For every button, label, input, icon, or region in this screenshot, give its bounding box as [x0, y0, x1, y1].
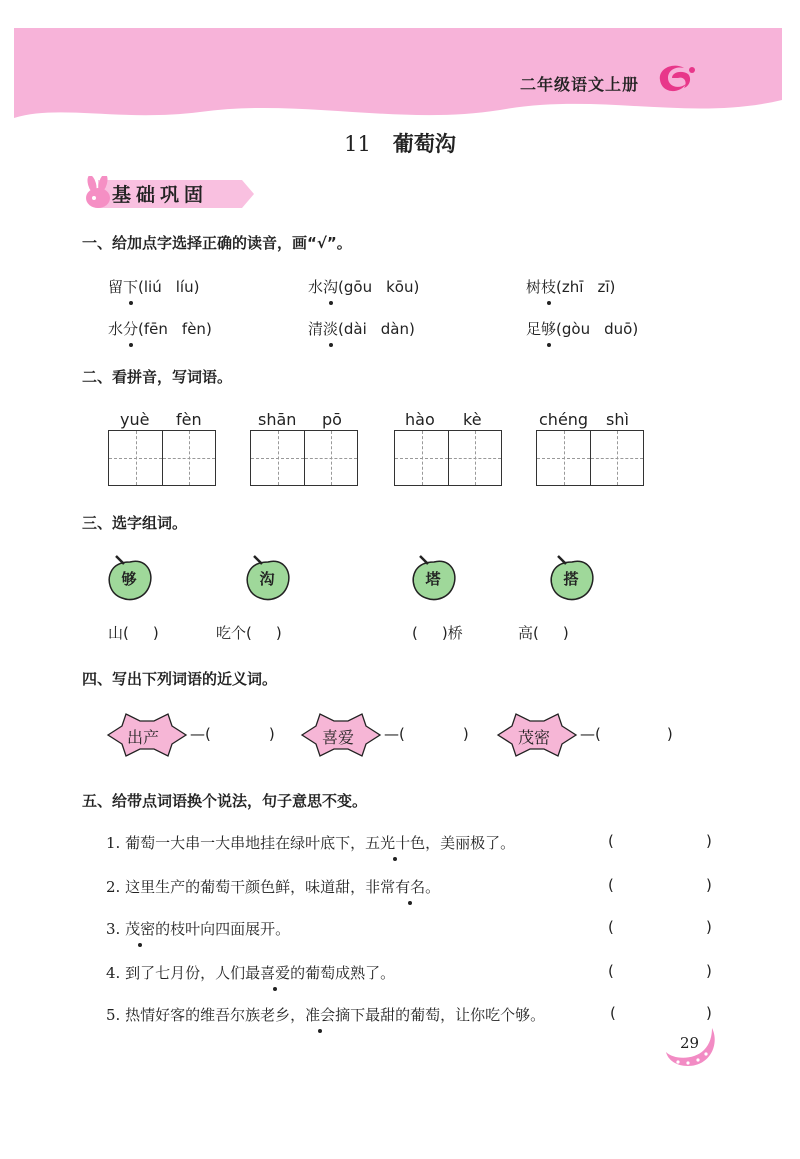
q1-item: 树枝(zhī zī) [526, 278, 616, 296]
section-label: 基础巩固 [112, 184, 209, 206]
synonym-blank[interactable]: —( ) [190, 725, 275, 743]
q2-title: 二、看拼音，写词语。 [82, 368, 233, 386]
dotted-char: 沟 [323, 278, 339, 296]
pinyin-label: pō [322, 410, 342, 429]
q1-item: 留下(liú líu) [108, 278, 200, 296]
q5-sentence: 2. 这里生产的葡萄干颜色鲜，味道甜，非常有名。 [106, 878, 441, 896]
dotted-phrase: 五光十色 [365, 834, 426, 852]
writing-grid[interactable] [108, 430, 216, 486]
dotted-phrase: 茂密 [125, 920, 156, 938]
q5-sentence: 1. 葡萄一大串一大串地挂在绿叶底下，五光十色，美丽极了。 [106, 834, 516, 852]
answer-close: ) [706, 1004, 712, 1022]
q4-word: 茂密 [518, 728, 551, 747]
q3-title: 三、选字组词。 [82, 514, 188, 532]
page-number: 29 [680, 1034, 700, 1052]
answer-open[interactable]: ( [608, 876, 614, 894]
writing-grid[interactable] [536, 430, 644, 486]
lesson-title [0, 128, 800, 158]
word-blank[interactable]: 山( ) [108, 624, 159, 642]
q4-word: 喜爱 [322, 728, 355, 747]
q1-item: 足够(gòu duō) [526, 320, 639, 338]
writing-grid[interactable] [250, 430, 358, 486]
rabbit-icon [86, 176, 110, 208]
answer-close: ) [706, 918, 712, 936]
q1-item: 清淡(dài dàn) [308, 320, 415, 338]
leaf-char: 沟 [259, 570, 275, 588]
word-blank[interactable]: 高( ) [518, 624, 569, 642]
pinyin-label: chéng [539, 410, 589, 429]
dotted-char: 够 [541, 320, 557, 338]
q5-sentence: 4. 到了七月份，人们最喜爱的葡萄成熟了。 [106, 964, 396, 982]
synonym-blank[interactable]: —( ) [384, 725, 469, 743]
word-blank[interactable]: 吃个( ) [216, 624, 282, 642]
leaf-char: 够 [121, 570, 137, 588]
dotted-char: 淡 [323, 320, 339, 338]
dotted-phrase: 有名 [395, 878, 426, 896]
lesson-name: 葡萄沟 [392, 131, 456, 156]
answer-open[interactable]: ( [610, 1004, 616, 1022]
q1-item: 水沟(gōu kōu) [308, 278, 420, 296]
leaf-char: 塔 [425, 570, 441, 588]
synonym-blank[interactable]: —( ) [580, 725, 673, 743]
q4-word: 出产 [127, 728, 160, 747]
pinyin-label: shān [258, 410, 297, 429]
dotted-phrase: 喜爱 [260, 964, 291, 982]
q1-item: 水分(fēn fèn) [108, 320, 212, 338]
answer-close: ) [706, 962, 712, 980]
answer-close: ) [706, 832, 712, 850]
dotted-char: 枝 [541, 278, 557, 296]
lesson-number: 11 [344, 132, 371, 156]
dotted-char: 下 [123, 278, 139, 296]
pinyin-label: hào [405, 410, 435, 429]
grade-label: 二年级语文上册 [520, 75, 640, 94]
q1-title: 一、给加点字选择正确的读音，画“√”。 [82, 234, 352, 252]
q5-title: 五、给带点词语换个说法，句子意思不变。 [82, 792, 368, 810]
pinyin-label: yuè [120, 410, 150, 429]
swirl-logo-icon [654, 60, 698, 98]
answer-close: ) [706, 876, 712, 894]
leaf-char: 搭 [563, 570, 579, 588]
answer-open[interactable]: ( [608, 832, 614, 850]
q5-sentence: 5. 热情好客的维吾尔族老乡，准会摘下最甜的葡萄，让你吃个够。 [106, 1006, 546, 1024]
q5-sentence: 3. 茂密的枝叶向四面展开。 [106, 920, 291, 938]
pinyin-label: shì [606, 410, 629, 429]
dotted-phrase: 准会 [305, 1006, 336, 1024]
answer-open[interactable]: ( [608, 962, 614, 980]
dotted-char: 分 [123, 320, 139, 338]
pinyin-label: kè [463, 410, 482, 429]
writing-grid[interactable] [394, 430, 502, 486]
answer-open[interactable]: ( [608, 918, 614, 936]
word-blank[interactable]: ( )桥 [412, 624, 463, 642]
pinyin-label: fèn [176, 410, 202, 429]
q4-title: 四、写出下列词语的近义词。 [82, 670, 278, 688]
